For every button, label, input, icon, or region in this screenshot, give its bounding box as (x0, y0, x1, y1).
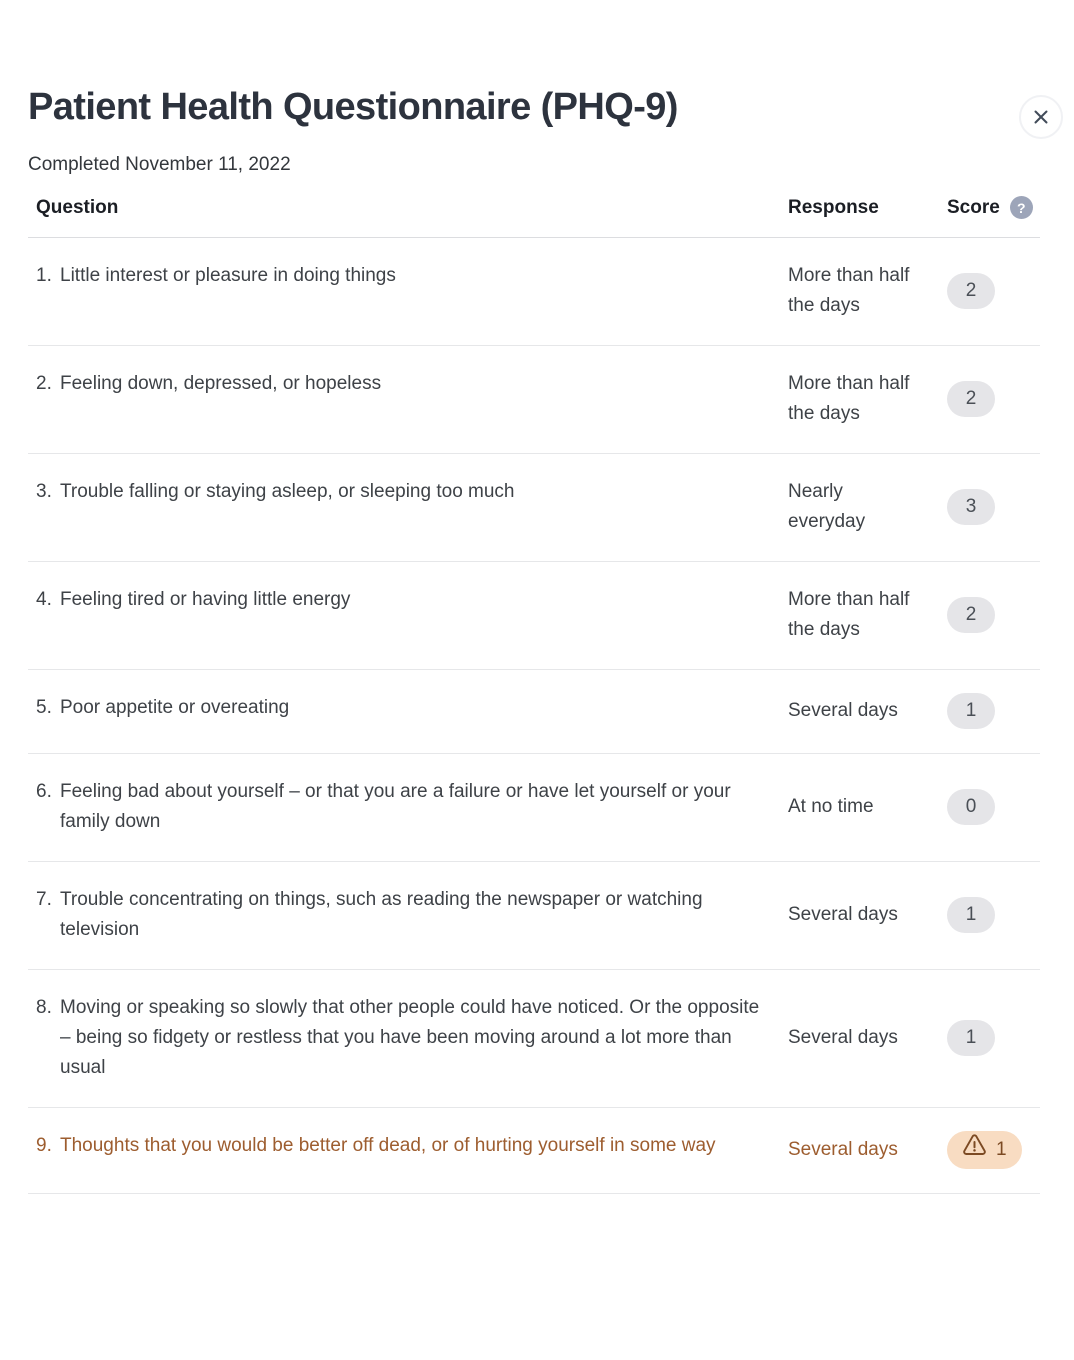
score-cell (947, 1020, 1040, 1056)
score-cell (947, 1131, 1040, 1169)
table-body (28, 238, 1040, 1194)
score-cell (947, 789, 1040, 825)
question-text: Feeling down, depressed, or hopeless (60, 373, 382, 394)
score-cell (947, 597, 1040, 633)
table-row (28, 970, 1040, 1108)
table-row (28, 238, 1040, 346)
question-number: 3. (36, 481, 52, 502)
phq9-modal (0, 84, 1074, 1194)
warning-icon (962, 1134, 987, 1167)
question-text: Feeling bad about yourself – or that you are a failure or have let yourself or your family down (60, 781, 731, 832)
score-badge (947, 897, 995, 933)
score-badge (947, 789, 995, 825)
question-column-header: Question (36, 196, 119, 218)
score-badge (947, 273, 995, 309)
question-cell (28, 993, 788, 1083)
question-text: Thoughts that you would be better off dead, or of hurting yourself in some way (60, 1135, 716, 1156)
score-value: 1 (965, 904, 977, 925)
score-help-icon[interactable]: ? (1010, 196, 1033, 219)
score-badge (947, 489, 995, 525)
score-value: 3 (965, 496, 977, 517)
question-number: 6. (36, 781, 52, 802)
question-text: Feeling tired or having little energy (60, 589, 351, 610)
question-number: 7. (36, 889, 52, 910)
score-cell (947, 897, 1040, 933)
table-row (28, 346, 1040, 454)
score-cell (947, 489, 1040, 525)
response-cell: More than half the days (788, 265, 910, 316)
table-row (28, 754, 1040, 862)
response-cell: More than half the days (788, 589, 910, 640)
score-value: 0 (965, 796, 977, 817)
question-number: 2. (36, 373, 52, 394)
question-number: 1. (36, 265, 52, 286)
score-value: 1 (965, 700, 977, 721)
score-badge (947, 597, 995, 633)
page-title: Patient Health Questionnaire (PHQ-9) (28, 86, 678, 128)
question-text: Moving or speaking so slowly that other people could have noticed. Or the opposite – being so fidgety or restless that you have been moving around a lot more than usual (60, 997, 760, 1078)
table-row (28, 862, 1040, 970)
question-text: Little interest or pleasure in doing things (60, 265, 396, 286)
score-column-header (947, 196, 1040, 219)
question-cell (28, 777, 788, 837)
question-number: 8. (36, 997, 52, 1018)
question-cell (28, 477, 788, 507)
score-badge (947, 1131, 1022, 1169)
response-column-header: Response (788, 196, 879, 218)
question-cell (28, 1131, 788, 1161)
question-cell (28, 585, 788, 615)
phq9-table (28, 178, 1040, 1194)
completed-date: Completed November 11, 2022 (28, 154, 291, 175)
table-row (28, 562, 1040, 670)
table-row (28, 1108, 1040, 1194)
score-cell (947, 273, 1040, 309)
question-cell (28, 261, 788, 291)
question-text: Trouble falling or staying asleep, or sleeping too much (60, 481, 515, 502)
question-cell (28, 693, 788, 723)
score-value: 2 (965, 388, 977, 409)
response-cell: Several days (788, 700, 898, 721)
response-cell: Several days (788, 1027, 898, 1048)
score-badge (947, 1020, 995, 1056)
response-cell: Several days (788, 904, 898, 925)
close-icon (1032, 108, 1050, 126)
response-cell: At no time (788, 796, 874, 817)
question-cell (28, 885, 788, 945)
question-number: 5. (36, 697, 52, 718)
close-button[interactable] (1019, 95, 1063, 139)
question-number: 9. (36, 1135, 52, 1156)
response-cell: More than half the days (788, 373, 910, 424)
score-badge (947, 381, 995, 417)
response-cell: Several days (788, 1139, 898, 1160)
table-row (28, 454, 1040, 562)
score-value: 2 (965, 604, 977, 625)
question-number: 4. (36, 589, 52, 610)
score-cell (947, 693, 1040, 729)
score-column-header-label: Score (947, 196, 1000, 218)
score-cell (947, 381, 1040, 417)
table-header-row (28, 178, 1040, 238)
score-value: 1 (996, 1139, 1007, 1160)
score-value: 2 (965, 280, 977, 301)
score-badge (947, 693, 995, 729)
question-text: Poor appetite or overeating (60, 697, 290, 718)
question-cell (28, 369, 788, 399)
question-text: Trouble concentrating on things, such as reading the newspaper or watching television (60, 889, 703, 940)
score-value: 1 (965, 1027, 977, 1048)
table-row (28, 670, 1040, 754)
response-cell: Nearly everyday (788, 481, 866, 532)
